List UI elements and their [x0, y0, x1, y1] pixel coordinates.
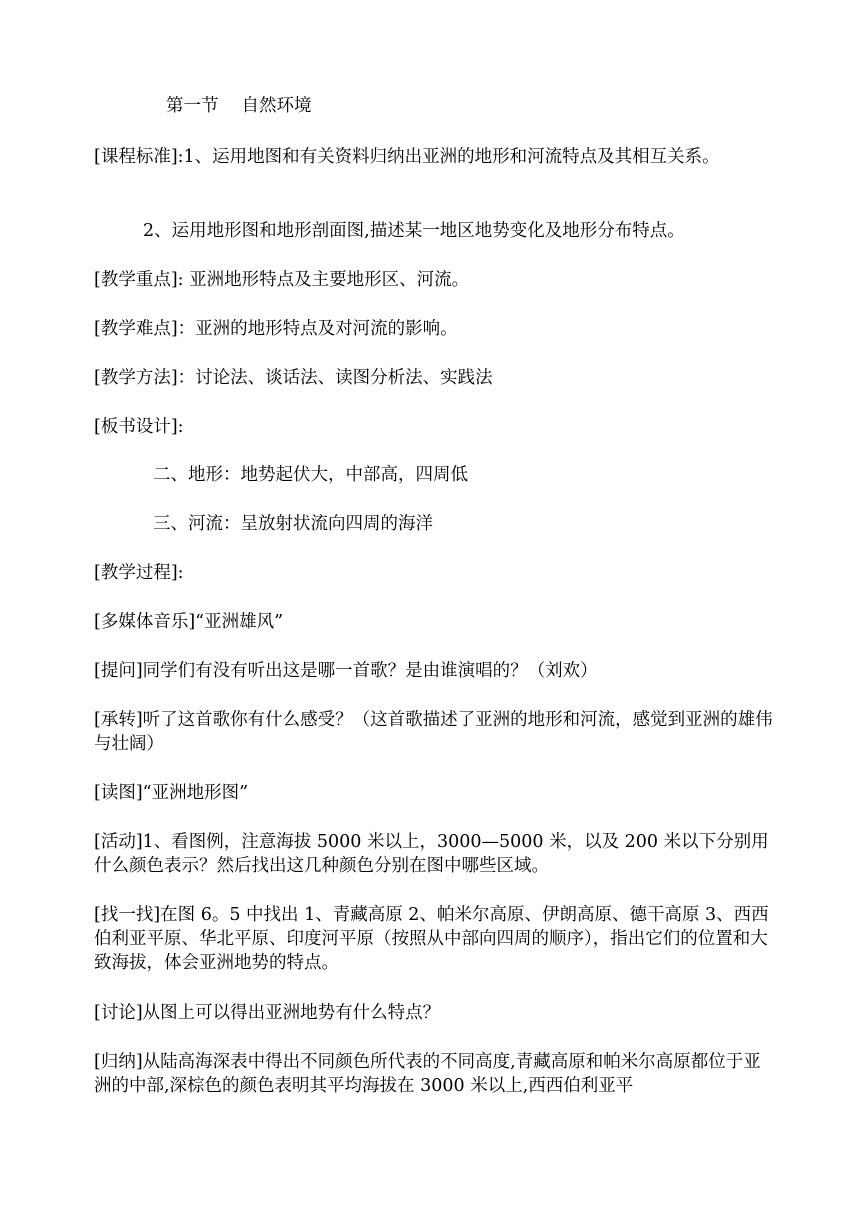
paragraph-question: [提问]同学们有没有听出这是哪一首歌？是由谁演唱的？（刘欢） [94, 661, 598, 681]
paragraph-board-landform: 二、地形：地势起伏大，中部高，四周低 [153, 465, 468, 485]
paragraph-find: [找一找]在图 6。5 中找出 1、青藏高原 2、帕米尔高原、伊朗高原、德干高原 3、西西伯利亚平原、华北平原、印度河平原（按照从中部向四周的顺序），指出它们的位置和大致海拔，体会亚洲地势的特点。 [94, 905, 769, 973]
section-title: 第一节 自然环境 [166, 96, 312, 116]
paragraph-teaching-focus: [教学重点]: 亚洲地形特点及主要地形区、河流。 [94, 270, 470, 290]
paragraph-curriculum-standard-2: 2、运用地形图和地形剖面图,描述某一地区地势变化及地形分布特点。 [143, 221, 685, 241]
paragraph-curriculum-standard: [课程标准]:1、运用地图和有关资料归纳出亚洲的地形和河流特点及其相互关系。 [94, 147, 720, 167]
paragraph-discussion: [讨论]从图上可以得出亚洲地势有什么特点？ [94, 1003, 441, 1023]
paragraph-transition: [承转]听了这首歌你有什么感受？（这首歌描述了亚洲的地形和河流，感觉到亚洲的雄伟与壮阔） [94, 710, 773, 754]
paragraph-board-design: [板书设计]: [94, 417, 184, 437]
paragraph-read-map: [读图]“亚洲地形图” [94, 783, 249, 803]
paragraph-summary: [归纳]从陆高海深表中得出不同颜色所代表的不同高度,青藏高原和帕米尔高原都位于亚洲的中部,深棕色的颜色表明其平均海拔在 3000 米以上,西西伯利亚平 [94, 1052, 761, 1096]
paragraph-teaching-method: [教学方法]：讨论法、谈话法、读图分析法、实践法 [94, 368, 493, 388]
paragraph-activity: [活动]1、看图例，注意海拔 5000 米以上，3000—5000 米，以及 200 米以下分别用什么颜色表示？然后找出这几种颜色分别在图中哪些区域。 [94, 832, 769, 876]
paragraph-multimedia-music: [多媒体音乐]“亚洲雄风” [94, 612, 284, 632]
paragraph-teaching-difficulty: [教学难点]：亚洲的地形特点及对河流的影响。 [94, 319, 458, 339]
paragraph-teaching-process: [教学过程]: [94, 563, 184, 583]
paragraph-board-river: 三、河流：呈放射状流向四周的海洋 [153, 514, 433, 534]
